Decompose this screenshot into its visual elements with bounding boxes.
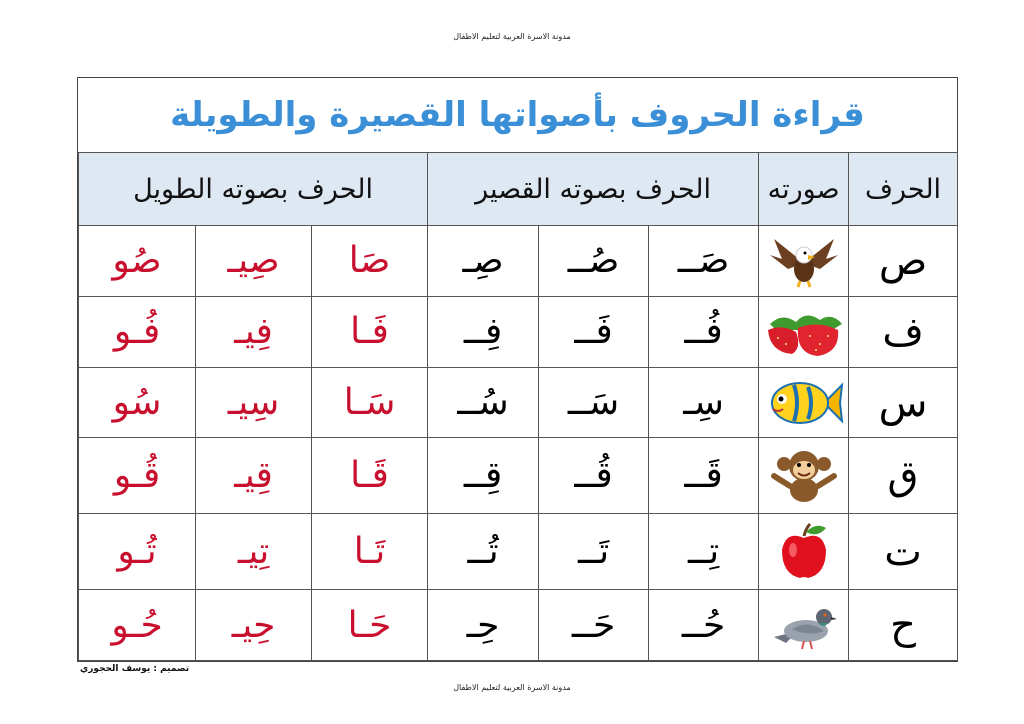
long-sound-cell: حَـا <box>312 590 428 661</box>
fish-icon <box>764 375 844 431</box>
fish-picture <box>759 367 849 438</box>
short-sound-cell: قُــ <box>539 438 649 514</box>
short-sound-cell: تُــ <box>428 514 539 590</box>
letters-sheet <box>77 77 958 662</box>
letters-table <box>78 152 958 661</box>
long-sound-cell: صُو <box>79 226 196 297</box>
short-sound-cell: فُــ <box>649 296 759 367</box>
apple-icon <box>776 522 832 582</box>
long-sound-cell: سَـا <box>312 367 428 438</box>
letter-cell: ت <box>849 514 958 590</box>
header-row <box>79 153 958 226</box>
short-sound-cell: سِـ <box>649 367 759 438</box>
long-sound-cell: تَـا <box>312 514 428 590</box>
short-sound-cell: حَــ <box>539 590 649 661</box>
letter-cell: ف <box>849 296 958 367</box>
blog-name-bottom: مدونة الاسرة العربية لتعليم الاطفال <box>453 683 571 692</box>
short-sound-cell: صِـ <box>428 226 539 297</box>
short-sound-cell: صُــ <box>539 226 649 297</box>
short-sound-cell: تِــ <box>649 514 759 590</box>
letter-cell: س <box>849 367 958 438</box>
short-sound-cell: سُــ <box>428 367 539 438</box>
blog-name-top: مدونة الاسرة العربية لتعليم الاطفال <box>453 32 571 41</box>
short-sound-cell: صَــ <box>649 226 759 297</box>
long-sound-cell: حُـو <box>79 590 196 661</box>
long-sound-cell: تِيـ <box>196 514 312 590</box>
long-sound-cell: صَا <box>312 226 428 297</box>
table-row <box>79 296 958 367</box>
short-sound-cell: قَــ <box>649 438 759 514</box>
letter-cell: ص <box>849 226 958 297</box>
table-row <box>79 514 958 590</box>
long-sound-cell: قُـو <box>79 438 196 514</box>
short-sound-cell: فَــ <box>539 296 649 367</box>
strawberries-icon <box>762 304 846 360</box>
long-sound-cell: صِيـ <box>196 226 312 297</box>
letter-cell: ق <box>849 438 958 514</box>
long-sound-cell: فُـو <box>79 296 196 367</box>
column-header-picture: صورته <box>759 153 849 226</box>
long-sound-cell: فِيـ <box>196 296 312 367</box>
table-row <box>79 367 958 438</box>
short-sound-cell: فِــ <box>428 296 539 367</box>
long-sound-cell: سِيـ <box>196 367 312 438</box>
short-sound-cell: تَــ <box>539 514 649 590</box>
designer-credit: تصميم : يوسف الحجوري <box>80 664 190 674</box>
eagle-picture <box>759 226 849 297</box>
column-header-long: الحرف بصوته الطويل <box>79 153 428 226</box>
table-row <box>79 438 958 514</box>
pigeon-picture <box>759 590 849 661</box>
strawberries-picture <box>759 296 849 367</box>
long-sound-cell: تُـو <box>79 514 196 590</box>
long-sound-cell: قِيـ <box>196 438 312 514</box>
eagle-icon <box>768 233 840 289</box>
long-sound-cell: قَـا <box>312 438 428 514</box>
table-row <box>79 226 958 297</box>
monkey-icon <box>768 446 840 506</box>
page-title: قراءة الحروف بأصواتها القصيرة والطويلة <box>170 95 865 135</box>
long-sound-cell: فَـا <box>312 296 428 367</box>
short-sound-cell: حُــ <box>649 590 759 661</box>
short-sound-cell: قِــ <box>428 438 539 514</box>
short-sound-cell: سَــ <box>539 367 649 438</box>
apple-picture <box>759 514 849 590</box>
table-row <box>79 590 958 661</box>
pigeon-icon <box>768 597 840 653</box>
short-sound-cell: حِـ <box>428 590 539 661</box>
long-sound-cell: حِيـ <box>196 590 312 661</box>
monkey-picture <box>759 438 849 514</box>
column-header-letter: الحرف <box>849 153 958 226</box>
letter-cell: ح <box>849 590 958 661</box>
long-sound-cell: سُو <box>79 367 196 438</box>
column-header-short: الحرف بصوته القصير <box>428 153 759 226</box>
